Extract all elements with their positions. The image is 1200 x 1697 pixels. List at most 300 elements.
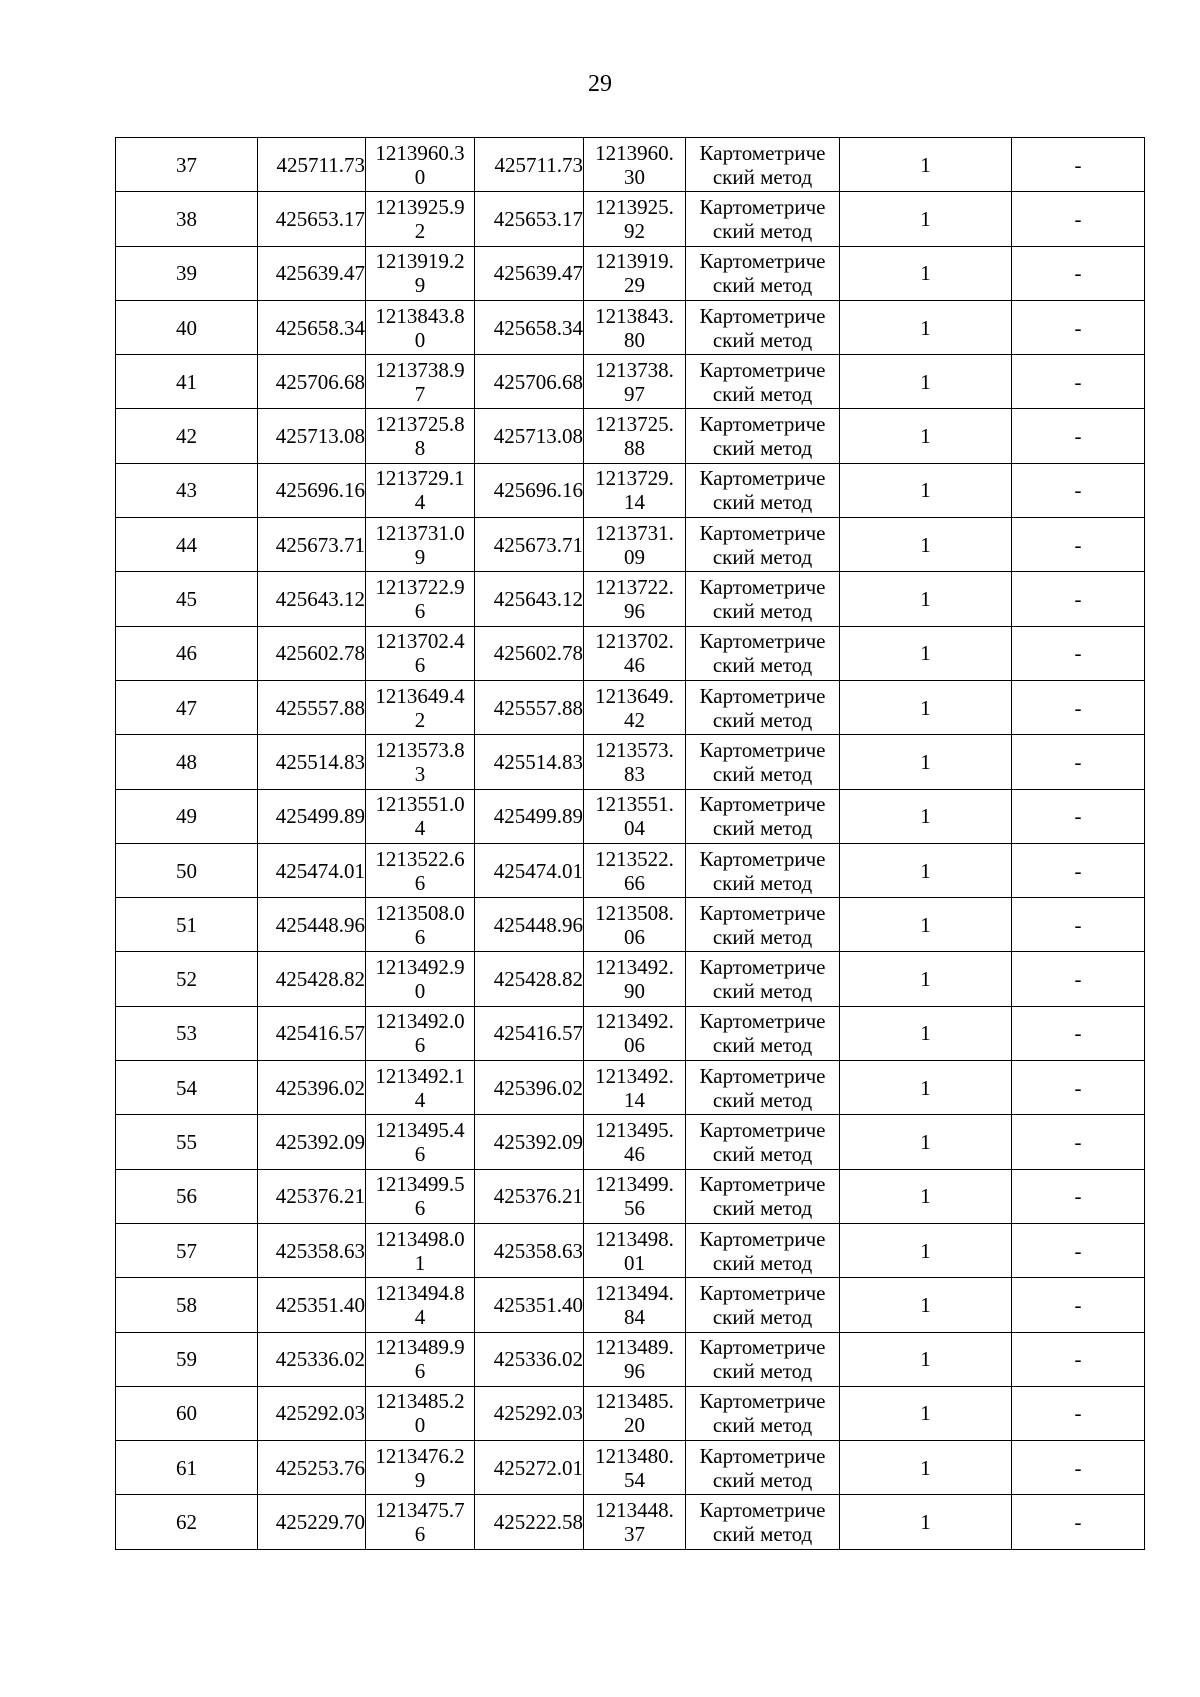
method-line-2: ский метод: [712, 490, 813, 515]
note-cell: -: [1012, 138, 1145, 192]
table-row: [116, 355, 1145, 409]
y-refined-line-2: 29: [624, 273, 645, 298]
y-existing-cell: [366, 463, 475, 517]
x-existing-cell: 425351.40: [258, 1278, 366, 1332]
x-refined-cell: 425358.63: [475, 1223, 584, 1277]
x-refined-cell: 425499.89: [475, 789, 584, 843]
x-refined-cell: 425713.08: [475, 409, 584, 463]
y-existing-line-2: 0: [414, 1413, 426, 1438]
y-existing-line-1: 1213722.9: [375, 575, 465, 600]
y-existing-line-1: 1213499.5: [375, 1172, 465, 1197]
note-cell: -: [1012, 1332, 1145, 1386]
method-cell: [686, 843, 840, 897]
method-line-2: ский метод: [712, 653, 813, 678]
y-refined-line-1: 1213495.: [595, 1117, 674, 1142]
note-cell: -: [1012, 1495, 1145, 1549]
y-existing-line-2: 9: [414, 544, 426, 569]
table-row: [116, 1278, 1145, 1332]
y-existing-line-1: 1213492.0: [375, 1009, 465, 1034]
y-refined-line-2: 97: [624, 381, 645, 406]
precision-cell: 1: [840, 1278, 1012, 1332]
method-line-1: Картометриче: [699, 520, 826, 545]
y-refined-cell: [584, 1223, 686, 1277]
table-row: [116, 1115, 1145, 1169]
y-refined-line-2: 14: [624, 490, 645, 515]
method-line-1: Картометриче: [699, 1172, 826, 1197]
y-existing-cell: [366, 1006, 475, 1060]
y-existing-cell: [366, 1441, 475, 1495]
y-refined-line-1: 1213573.: [595, 737, 674, 762]
x-existing-cell: 425376.21: [258, 1169, 366, 1223]
point-number-cell: 38: [116, 192, 258, 246]
point-number-cell: 43: [116, 463, 258, 517]
method-line-2: ский метод: [712, 218, 813, 243]
precision-cell: 1: [840, 1386, 1012, 1440]
method-cell: [686, 192, 840, 246]
table-row: [116, 1495, 1145, 1549]
precision-cell: 1: [840, 1169, 1012, 1223]
method-line-1: Картометриче: [699, 249, 826, 274]
table-row: [116, 300, 1145, 354]
note-cell: -: [1012, 1386, 1145, 1440]
y-refined-line-2: 92: [624, 218, 645, 243]
x-refined-cell: 425396.02: [475, 1061, 584, 1115]
table-row: [116, 1169, 1145, 1223]
table-row: [116, 1223, 1145, 1277]
y-existing-line-1: 1213725.8: [375, 412, 465, 437]
y-refined-line-2: 88: [624, 436, 645, 461]
precision-cell: 1: [840, 300, 1012, 354]
y-refined-cell: [584, 300, 686, 354]
y-existing-line-1: 1213573.8: [375, 737, 465, 762]
y-existing-line-1: 1213731.0: [375, 520, 465, 545]
method-line-2: ский метод: [712, 1467, 813, 1492]
y-refined-line-1: 1213919.: [595, 249, 674, 274]
point-number-cell: 41: [116, 355, 258, 409]
precision-cell: 1: [840, 1495, 1012, 1549]
x-refined-cell: 425336.02: [475, 1332, 584, 1386]
method-line-2: ский метод: [712, 1033, 813, 1058]
note-cell: -: [1012, 246, 1145, 300]
x-refined-cell: 425448.96: [475, 898, 584, 952]
point-number-cell: 49: [116, 789, 258, 843]
x-refined-cell: 425272.01: [475, 1441, 584, 1495]
y-refined-line-2: 30: [624, 164, 645, 189]
point-number-cell: 39: [116, 246, 258, 300]
x-refined-cell: 425557.88: [475, 680, 584, 734]
x-refined-cell: 425643.12: [475, 572, 584, 626]
x-refined-cell: 425639.47: [475, 246, 584, 300]
y-refined-line-2: 90: [624, 979, 645, 1004]
y-existing-line-2: 0: [414, 164, 426, 189]
x-existing-cell: 425416.57: [258, 1006, 366, 1060]
y-existing-line-2: 6: [414, 924, 426, 949]
y-existing-line-2: 8: [414, 436, 426, 461]
y-refined-line-2: 04: [624, 816, 645, 841]
y-refined-cell: [584, 1332, 686, 1386]
x-existing-cell: 425706.68: [258, 355, 366, 409]
method-line-2: ский метод: [712, 327, 813, 352]
method-line-1: Картометриче: [699, 683, 826, 708]
y-existing-cell: [366, 192, 475, 246]
note-cell: -: [1012, 1223, 1145, 1277]
y-existing-line-1: 1213494.8: [375, 1280, 465, 1305]
y-existing-line-2: 2: [414, 707, 426, 732]
y-existing-line-1: 1213492.9: [375, 955, 465, 980]
x-refined-cell: 425711.73: [475, 138, 584, 192]
y-existing-cell: [366, 952, 475, 1006]
y-refined-cell: [584, 789, 686, 843]
method-cell: [686, 952, 840, 1006]
y-refined-cell: [584, 1169, 686, 1223]
y-refined-line-2: 37: [624, 1522, 645, 1547]
precision-cell: 1: [840, 409, 1012, 463]
y-refined-cell: [584, 898, 686, 952]
y-existing-cell: [366, 138, 475, 192]
x-existing-cell: 425336.02: [258, 1332, 366, 1386]
method-line-1: Картометриче: [699, 1280, 826, 1305]
note-cell: -: [1012, 463, 1145, 517]
point-number-cell: 53: [116, 1006, 258, 1060]
method-line-1: Картометриче: [699, 629, 826, 654]
y-existing-line-2: 0: [414, 327, 426, 352]
y-refined-line-2: 09: [624, 544, 645, 569]
method-line-1: Картометриче: [699, 1443, 826, 1468]
method-line-1: Картометриче: [699, 140, 826, 165]
method-line-2: ский метод: [712, 599, 813, 624]
precision-cell: 1: [840, 843, 1012, 897]
y-existing-line-1: 1213649.4: [375, 683, 465, 708]
method-line-2: ский метод: [712, 436, 813, 461]
y-refined-line-2: 54: [624, 1467, 645, 1492]
precision-cell: 1: [840, 1441, 1012, 1495]
y-existing-line-2: 1: [414, 1250, 426, 1275]
method-line-2: ский метод: [712, 979, 813, 1004]
y-existing-line-1: 1213702.4: [375, 629, 465, 654]
x-existing-cell: 425643.12: [258, 572, 366, 626]
method-cell: [686, 1332, 840, 1386]
y-refined-line-2: 06: [624, 924, 645, 949]
method-cell: [686, 1169, 840, 1223]
y-existing-line-1: 1213522.6: [375, 846, 465, 871]
table-row: [116, 789, 1145, 843]
precision-cell: 1: [840, 789, 1012, 843]
precision-cell: 1: [840, 463, 1012, 517]
x-refined-cell: 425706.68: [475, 355, 584, 409]
point-number-cell: 52: [116, 952, 258, 1006]
y-existing-cell: [366, 898, 475, 952]
x-refined-cell: 425658.34: [475, 300, 584, 354]
y-existing-cell: [366, 246, 475, 300]
y-existing-line-1: 1213495.4: [375, 1117, 465, 1142]
point-number-cell: 45: [116, 572, 258, 626]
y-existing-line-2: 7: [414, 381, 426, 406]
point-number-cell: 47: [116, 680, 258, 734]
note-cell: -: [1012, 409, 1145, 463]
method-cell: [686, 1495, 840, 1549]
y-existing-line-1: 1213498.0: [375, 1226, 465, 1251]
point-number-cell: 44: [116, 518, 258, 572]
y-refined-line-1: 1213480.: [595, 1443, 674, 1468]
y-refined-line-1: 1213498.: [595, 1226, 674, 1251]
note-cell: -: [1012, 626, 1145, 680]
y-refined-cell: [584, 138, 686, 192]
y-refined-cell: [584, 409, 686, 463]
method-cell: [686, 626, 840, 680]
y-existing-line-1: 1213729.1: [375, 466, 465, 491]
y-existing-cell: [366, 1386, 475, 1440]
method-cell: [686, 409, 840, 463]
y-existing-line-1: 1213960.3: [375, 140, 465, 165]
y-existing-line-2: 6: [414, 1359, 426, 1384]
point-number-cell: 48: [116, 735, 258, 789]
x-existing-cell: 425229.70: [258, 1495, 366, 1549]
method-line-2: ский метод: [712, 1522, 813, 1547]
method-line-2: ский метод: [712, 1141, 813, 1166]
y-refined-cell: [584, 518, 686, 572]
y-existing-cell: [366, 1115, 475, 1169]
x-existing-cell: 425713.08: [258, 409, 366, 463]
x-existing-cell: 425448.96: [258, 898, 366, 952]
method-cell: [686, 138, 840, 192]
y-refined-line-2: 20: [624, 1413, 645, 1438]
y-refined-cell: [584, 572, 686, 626]
method-line-1: Картометриче: [699, 737, 826, 762]
note-cell: -: [1012, 355, 1145, 409]
method-line-1: Картометриче: [699, 575, 826, 600]
y-refined-cell: [584, 1006, 686, 1060]
y-existing-cell: [366, 355, 475, 409]
method-cell: [686, 1441, 840, 1495]
method-line-1: Картометриче: [699, 846, 826, 871]
point-number-cell: 57: [116, 1223, 258, 1277]
y-existing-line-1: 1213492.1: [375, 1063, 465, 1088]
y-refined-line-1: 1213551.: [595, 792, 674, 817]
method-cell: [686, 518, 840, 572]
table-row: [116, 463, 1145, 517]
method-cell: [686, 1006, 840, 1060]
y-refined-line-1: 1213485.: [595, 1389, 674, 1414]
method-line-1: Картометриче: [699, 900, 826, 925]
y-refined-line-2: 46: [624, 1141, 645, 1166]
y-existing-line-2: 6: [414, 599, 426, 624]
y-refined-line-2: 80: [624, 327, 645, 352]
y-existing-cell: [366, 300, 475, 354]
page-number: 29: [588, 71, 612, 97]
method-line-1: Картометриче: [699, 357, 826, 382]
y-refined-cell: [584, 952, 686, 1006]
note-cell: -: [1012, 1169, 1145, 1223]
table-row: [116, 138, 1145, 192]
method-line-1: Картометриче: [699, 1389, 826, 1414]
y-refined-line-2: 83: [624, 761, 645, 786]
y-existing-line-1: 1213843.8: [375, 303, 465, 328]
method-line-1: Картометриче: [699, 792, 826, 817]
y-refined-cell: [584, 1115, 686, 1169]
y-existing-line-2: 3: [414, 761, 426, 786]
point-number-cell: 56: [116, 1169, 258, 1223]
method-cell: [686, 1278, 840, 1332]
note-cell: -: [1012, 789, 1145, 843]
point-number-cell: 51: [116, 898, 258, 952]
y-existing-line-2: 4: [414, 816, 426, 841]
x-refined-cell: 425673.71: [475, 518, 584, 572]
method-line-1: Картометриче: [699, 1063, 826, 1088]
point-number-cell: 50: [116, 843, 258, 897]
point-number-cell: 59: [116, 1332, 258, 1386]
point-number-cell: 61: [116, 1441, 258, 1495]
y-refined-line-2: 01: [624, 1250, 645, 1275]
method-line-2: ский метод: [712, 924, 813, 949]
y-existing-cell: [366, 843, 475, 897]
method-line-1: Картометриче: [699, 194, 826, 219]
y-refined-line-1: 1213960.: [595, 140, 674, 165]
method-cell: [686, 735, 840, 789]
y-refined-cell: [584, 1441, 686, 1495]
note-cell: -: [1012, 1115, 1145, 1169]
method-cell: [686, 898, 840, 952]
y-refined-line-1: 1213722.: [595, 575, 674, 600]
method-cell: [686, 572, 840, 626]
x-refined-cell: 425428.82: [475, 952, 584, 1006]
method-line-2: ский метод: [712, 816, 813, 841]
y-existing-cell: [366, 1169, 475, 1223]
y-existing-line-2: 9: [414, 273, 426, 298]
x-existing-cell: 425292.03: [258, 1386, 366, 1440]
coordinates-table: [115, 137, 1145, 1550]
note-cell: -: [1012, 300, 1145, 354]
table-row: [116, 952, 1145, 1006]
note-cell: -: [1012, 952, 1145, 1006]
method-cell: [686, 246, 840, 300]
x-existing-cell: 425602.78: [258, 626, 366, 680]
x-existing-cell: 425696.16: [258, 463, 366, 517]
y-refined-line-1: 1213649.: [595, 683, 674, 708]
y-refined-line-1: 1213522.: [595, 846, 674, 871]
method-cell: [686, 680, 840, 734]
note-cell: -: [1012, 735, 1145, 789]
y-existing-cell: [366, 626, 475, 680]
method-line-2: ский метод: [712, 761, 813, 786]
y-refined-line-1: 1213731.: [595, 520, 674, 545]
x-existing-cell: 425428.82: [258, 952, 366, 1006]
method-line-2: ский метод: [712, 870, 813, 895]
note-cell: -: [1012, 843, 1145, 897]
method-line-1: Картометриче: [699, 1009, 826, 1034]
y-existing-line-2: 6: [414, 870, 426, 895]
y-refined-cell: [584, 1386, 686, 1440]
method-cell: [686, 1061, 840, 1115]
y-refined-line-1: 1213725.: [595, 412, 674, 437]
table-row: [116, 246, 1145, 300]
point-number-cell: 40: [116, 300, 258, 354]
x-refined-cell: 425416.57: [475, 1006, 584, 1060]
table-row: [116, 680, 1145, 734]
y-existing-cell: [366, 789, 475, 843]
method-line-2: ский метод: [712, 1304, 813, 1329]
x-existing-cell: 425499.89: [258, 789, 366, 843]
note-cell: -: [1012, 518, 1145, 572]
table-row: [116, 1332, 1145, 1386]
x-refined-cell: 425292.03: [475, 1386, 584, 1440]
point-number-cell: 58: [116, 1278, 258, 1332]
method-line-1: Картометриче: [699, 1335, 826, 1360]
y-refined-line-1: 1213702.: [595, 629, 674, 654]
method-line-2: ский метод: [712, 1359, 813, 1384]
table-row: [116, 1061, 1145, 1115]
y-refined-line-2: 06: [624, 1033, 645, 1058]
method-line-2: ский метод: [712, 1087, 813, 1112]
precision-cell: 1: [840, 1061, 1012, 1115]
y-refined-cell: [584, 626, 686, 680]
method-cell: [686, 789, 840, 843]
coordinates-table-body: [116, 138, 1145, 1550]
precision-cell: 1: [840, 355, 1012, 409]
y-existing-line-2: 4: [414, 1304, 426, 1329]
x-existing-cell: 425639.47: [258, 246, 366, 300]
y-refined-cell: [584, 463, 686, 517]
y-refined-cell: [584, 843, 686, 897]
y-refined-cell: [584, 1278, 686, 1332]
x-existing-cell: 425658.34: [258, 300, 366, 354]
x-existing-cell: 425557.88: [258, 680, 366, 734]
method-cell: [686, 463, 840, 517]
y-existing-line-2: 6: [414, 1033, 426, 1058]
table-row: [116, 1386, 1145, 1440]
point-number-cell: 62: [116, 1495, 258, 1549]
method-line-2: ский метод: [712, 707, 813, 732]
precision-cell: 1: [840, 138, 1012, 192]
y-refined-line-1: 1213925.: [595, 194, 674, 219]
precision-cell: 1: [840, 898, 1012, 952]
y-refined-cell: [584, 735, 686, 789]
y-refined-line-1: 1213843.: [595, 303, 674, 328]
precision-cell: 1: [840, 952, 1012, 1006]
y-existing-line-2: 4: [414, 490, 426, 515]
y-existing-cell: [366, 409, 475, 463]
x-refined-cell: 425474.01: [475, 843, 584, 897]
method-line-1: Картометриче: [699, 1117, 826, 1142]
y-existing-line-1: 1213489.9: [375, 1335, 465, 1360]
method-line-2: ский метод: [712, 544, 813, 569]
method-line-1: Картометриче: [699, 1226, 826, 1251]
y-existing-cell: [366, 1061, 475, 1115]
x-refined-cell: 425376.21: [475, 1169, 584, 1223]
precision-cell: 1: [840, 1115, 1012, 1169]
x-refined-cell: 425351.40: [475, 1278, 584, 1332]
point-number-cell: 46: [116, 626, 258, 680]
note-cell: -: [1012, 1441, 1145, 1495]
y-refined-line-2: 46: [624, 653, 645, 678]
x-refined-cell: 425392.09: [475, 1115, 584, 1169]
method-line-1: Картометриче: [699, 412, 826, 437]
y-existing-cell: [366, 1278, 475, 1332]
method-line-2: ский метод: [712, 381, 813, 406]
y-existing-line-2: 6: [414, 653, 426, 678]
x-refined-cell: 425222.58: [475, 1495, 584, 1549]
y-refined-line-1: 1213492.: [595, 1009, 674, 1034]
note-cell: -: [1012, 1278, 1145, 1332]
method-line-2: ский метод: [712, 1196, 813, 1221]
y-existing-cell: [366, 572, 475, 626]
point-number-cell: 55: [116, 1115, 258, 1169]
y-existing-cell: [366, 1495, 475, 1549]
x-existing-cell: 425474.01: [258, 843, 366, 897]
method-cell: [686, 355, 840, 409]
method-line-1: Картометриче: [699, 466, 826, 491]
y-refined-line-1: 1213508.: [595, 900, 674, 925]
table-row: [116, 1441, 1145, 1495]
